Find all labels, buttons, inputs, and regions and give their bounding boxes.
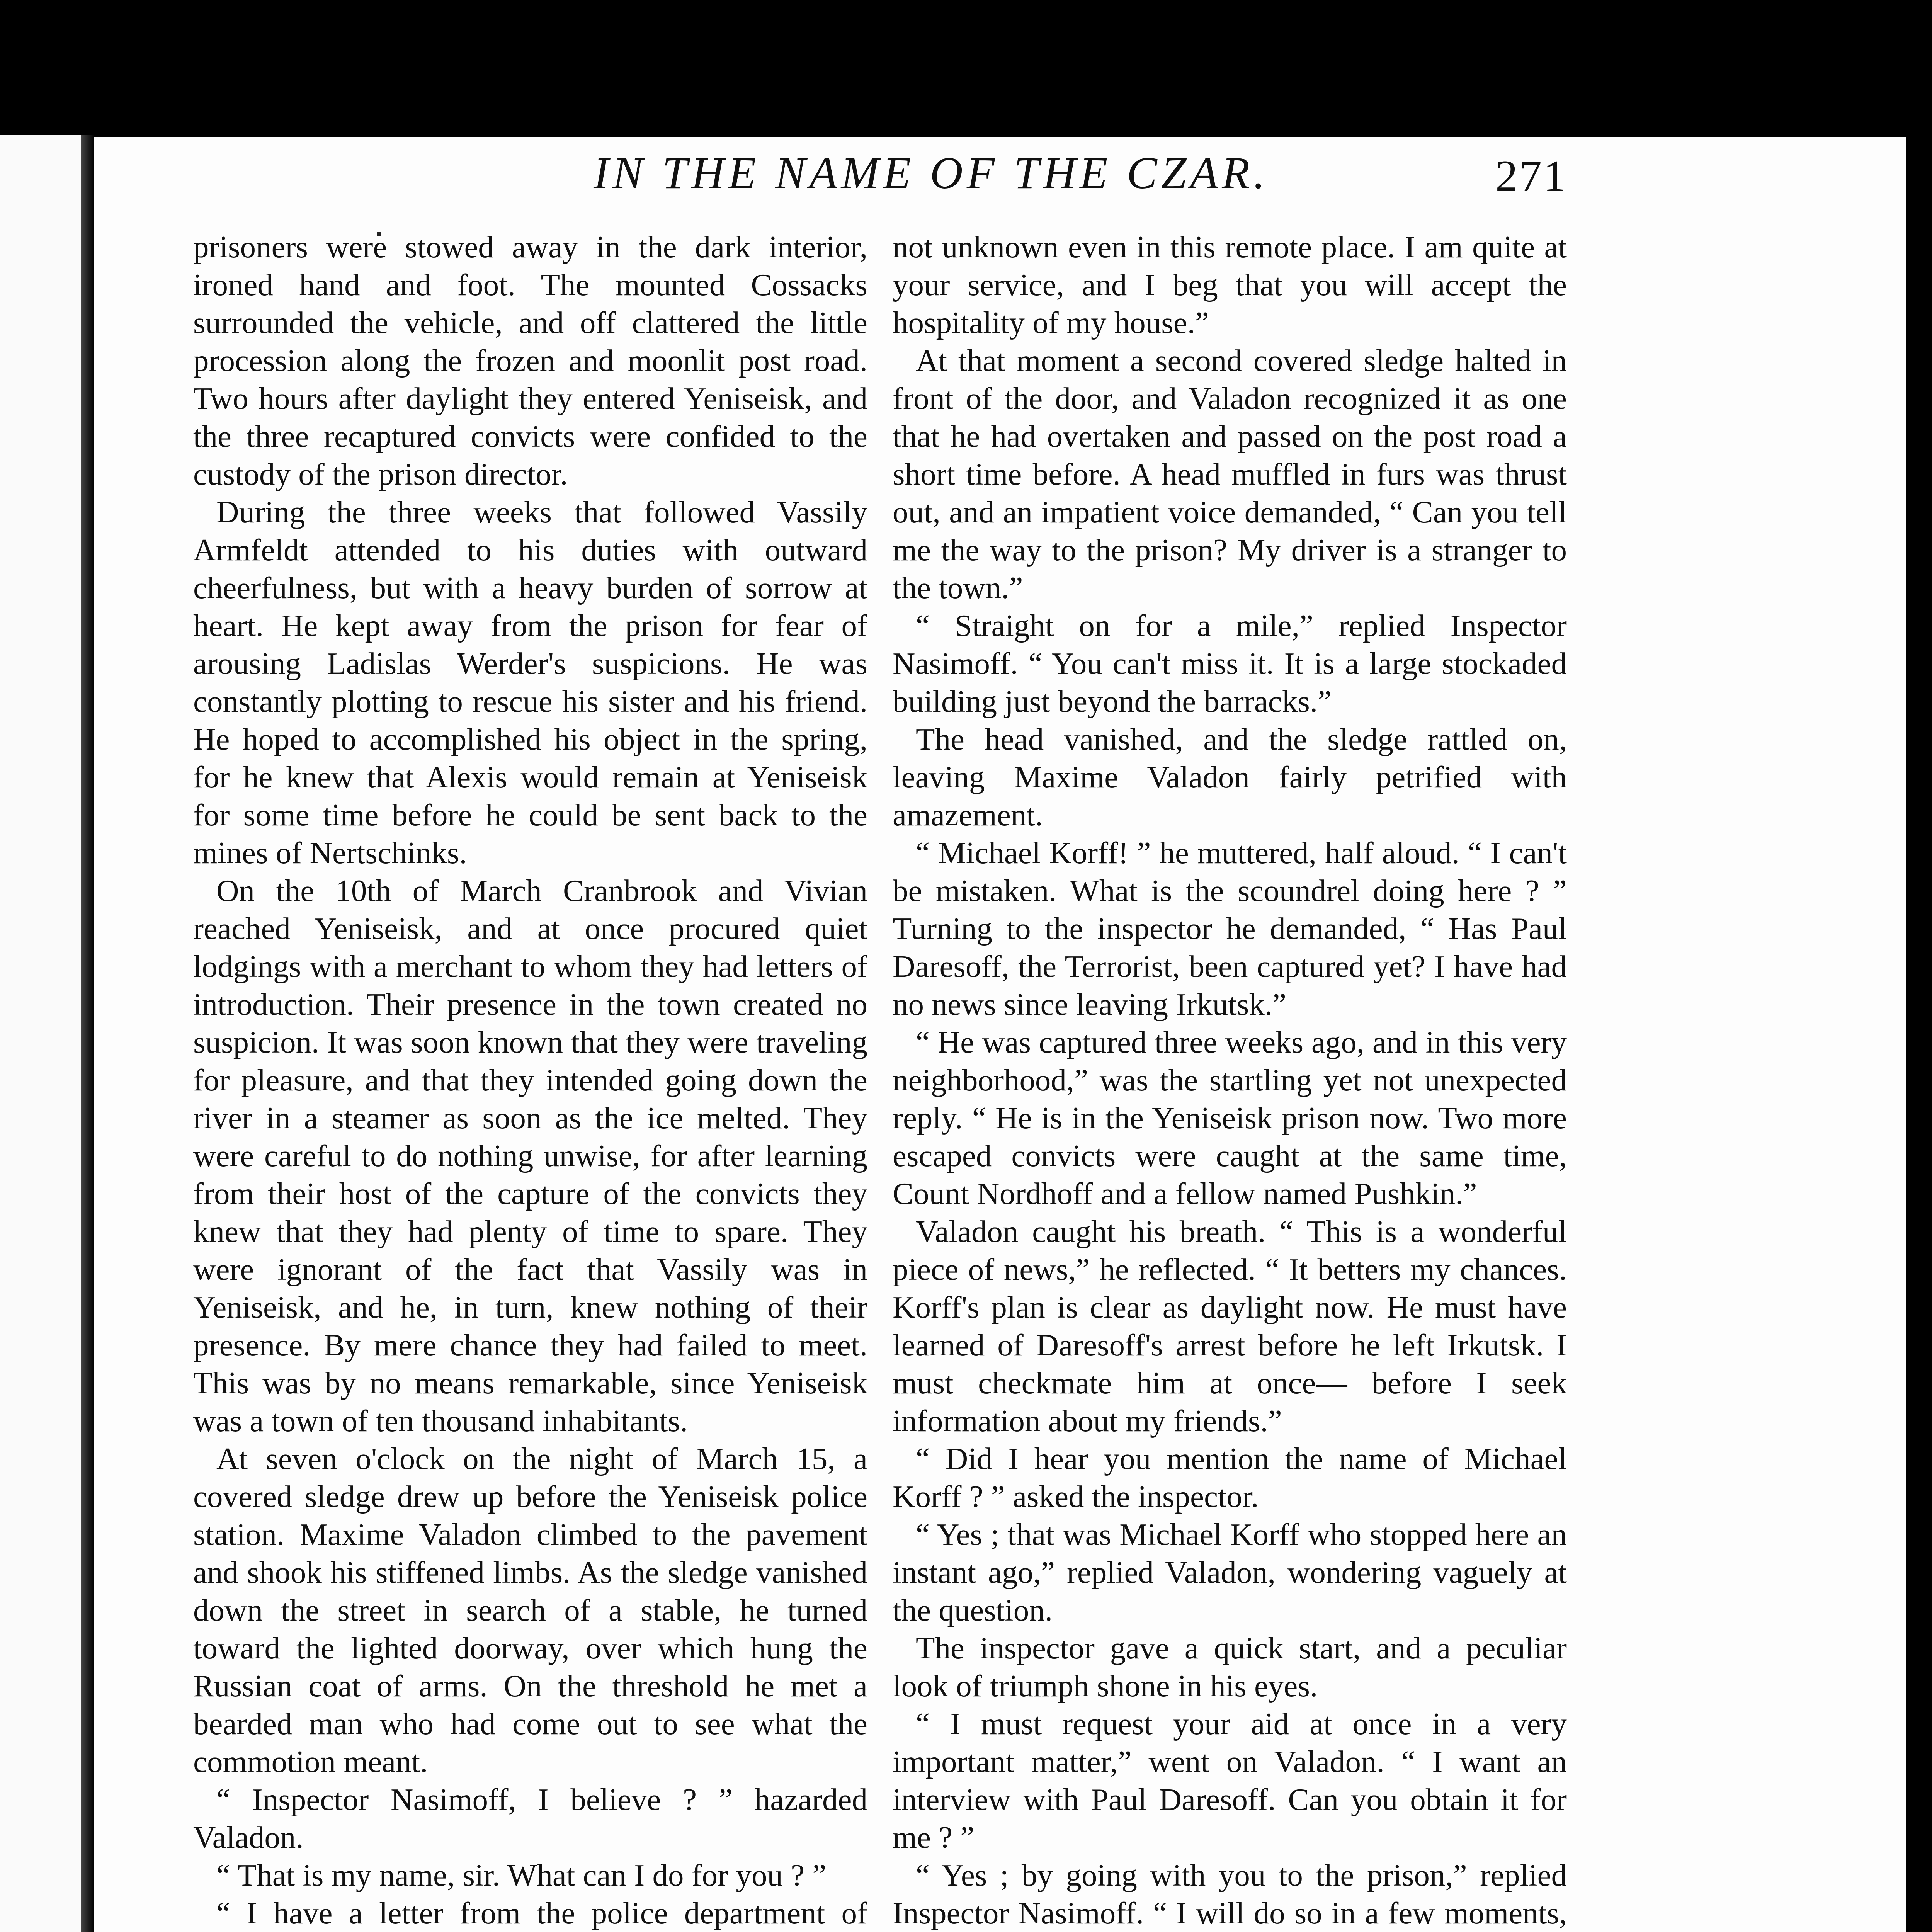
paragraph: The head vanished, and the sledge rattled on, leaving Maxime Valadon fairly petrified with amazement. bbox=[893, 722, 1567, 832]
paragraph: “ Yes ; that was Michael Korff who stopped here an instant ago,” replied Valadon, wondering vaguely at the question. bbox=[893, 1517, 1567, 1628]
running-header-title: IN THE NAME OF THE CZAR. bbox=[594, 148, 1269, 198]
paragraph: During the three weeks that followed Vassily Armfeldt attended to his duties with outward cheerfulness, but with a heavy burden of sorrow at heart. He kept away from the prison for fear of arousing Ladislas Werder's suspicions. He was constantly plotting to rescue his sister and his friend. He hoped to accomplished his object in the spring, for he knew that Alexis would remain at Yeniseisk for some time before he could be sent back to the mines of Nertschinks. bbox=[193, 495, 867, 870]
paragraph: prisoners were stowed away in the dark interior, ironed hand and foot. The mounted Cossacks surrounded the vehicle, and off clattered the little procession along the frozen and moonlit post road. Two hours after daylight they entered Yeniseisk, and the three recaptured convicts were confided to the custody of the prison director. bbox=[193, 230, 867, 492]
left-text-column bbox=[193, 228, 867, 1932]
paragraph: “ He was captured three weeks ago, and in this very neighborhood,” was the startling yet not unexpected reply. “ He is in the Yeniseisk prison now. Two more escaped convicts were caught at the same time, Count Nordhoff and a fellow named Pushkin.” bbox=[893, 1025, 1567, 1211]
paragraph: At that moment a second covered sledge halted in front of the door, and Valadon recognized it as one that he had overtaken and passed on the post road a short time before. A head muffled in furs was thrust out, and an impatient voice demanded, “ Can you tell me the way to the prison? My driver is a stranger to the town.” bbox=[893, 343, 1567, 605]
paragraph: At seven o'clock on the night of March 15, a covered sledge drew up before the Yeniseisk police station. Maxime Valadon climbed to the pavement and shook his stiffened limbs. As the sledge vanished down the street in search of a stable, he turned toward the lighted doorway, over which hung the Russian coat of arms. On the threshold he met a bearded man who had come out to see what the commotion meant. bbox=[193, 1441, 867, 1779]
paragraph: “ Did I hear you mention the name of Michael Korff ? ” asked the inspector. bbox=[893, 1441, 1567, 1514]
paragraph: “ Michael Korff! ” he muttered, half aloud. “ I can't be mistaken. What is the scoundrel doing here ? ” Turning to the inspector he demanded, “ Has Paul Daresoff, the Terrorist, been captured yet? I have had no news since leaving Irkutsk.” bbox=[893, 835, 1567, 1022]
paragraph: “ I must request your aid at once in a very important matter,” went on Valadon. “ I want an interview with Paul Daresoff. Can you obtain it for me ? ” bbox=[893, 1706, 1567, 1855]
paragraph: Valadon caught his breath. “ This is a wonderful piece of news,” he reflected. “ It betters my chances. Korff's plan is clear as daylight now. He must have learned of Daresoff's arrest before he left Irkutsk. I must checkmate him at once— before I seek information about my friends.” bbox=[893, 1214, 1567, 1438]
paragraph: “ Yes ; by going with you to the prison,” replied Inspector Nasimoff. “ I will do so in a few moments, bbox=[893, 1858, 1567, 1930]
previous-page-edge bbox=[0, 135, 91, 1932]
paragraph: “ That is my name, sir. What can I do for you ? ” bbox=[216, 1858, 827, 1893]
paragraph: not unknown even in this remote place. I am quite at your service, and I beg that you will accept the hospitality of my house.” bbox=[893, 230, 1567, 340]
paragraph: “ Straight on for a mile,” replied Inspector Nasimoff. “ You can't miss it. It is a large stockaded building just beyond the barracks.” bbox=[893, 608, 1567, 719]
paragraph: “ Inspector Nasimoff, I believe ? ” hazarded Valadon. bbox=[193, 1782, 867, 1855]
page-number: 271 bbox=[1495, 151, 1567, 201]
paragraph: “ I have a letter from the police department of bbox=[216, 1896, 867, 1930]
book-gutter bbox=[81, 135, 94, 1932]
paragraph: The inspector gave a quick start, and a peculiar look of triumph shone in his eyes. bbox=[893, 1631, 1567, 1703]
paragraph: On the 10th of March Cranbrook and Vivian reached Yeniseisk, and at once procured quiet lodgings with a merchant to whom they had letters of introduction. Their presence in the town created no suspicion. It was soon known that they were traveling for pleasure, and that they intended going down the river in a steamer as soon as the ice melted. They were careful to do nothing unwise, for after learning from their host of the capture of the convicts they knew that they had plenty of time to spare. They were ignorant of the fact that Vassily was in Yeniseisk, and he, in turn, knew nothing of their presence. By mere chance they had failed to meet. This was by no means remarkable, since Yeniseisk was a town of ten thousand inhabitants. bbox=[193, 873, 867, 1438]
right-text-column bbox=[893, 228, 1567, 1932]
